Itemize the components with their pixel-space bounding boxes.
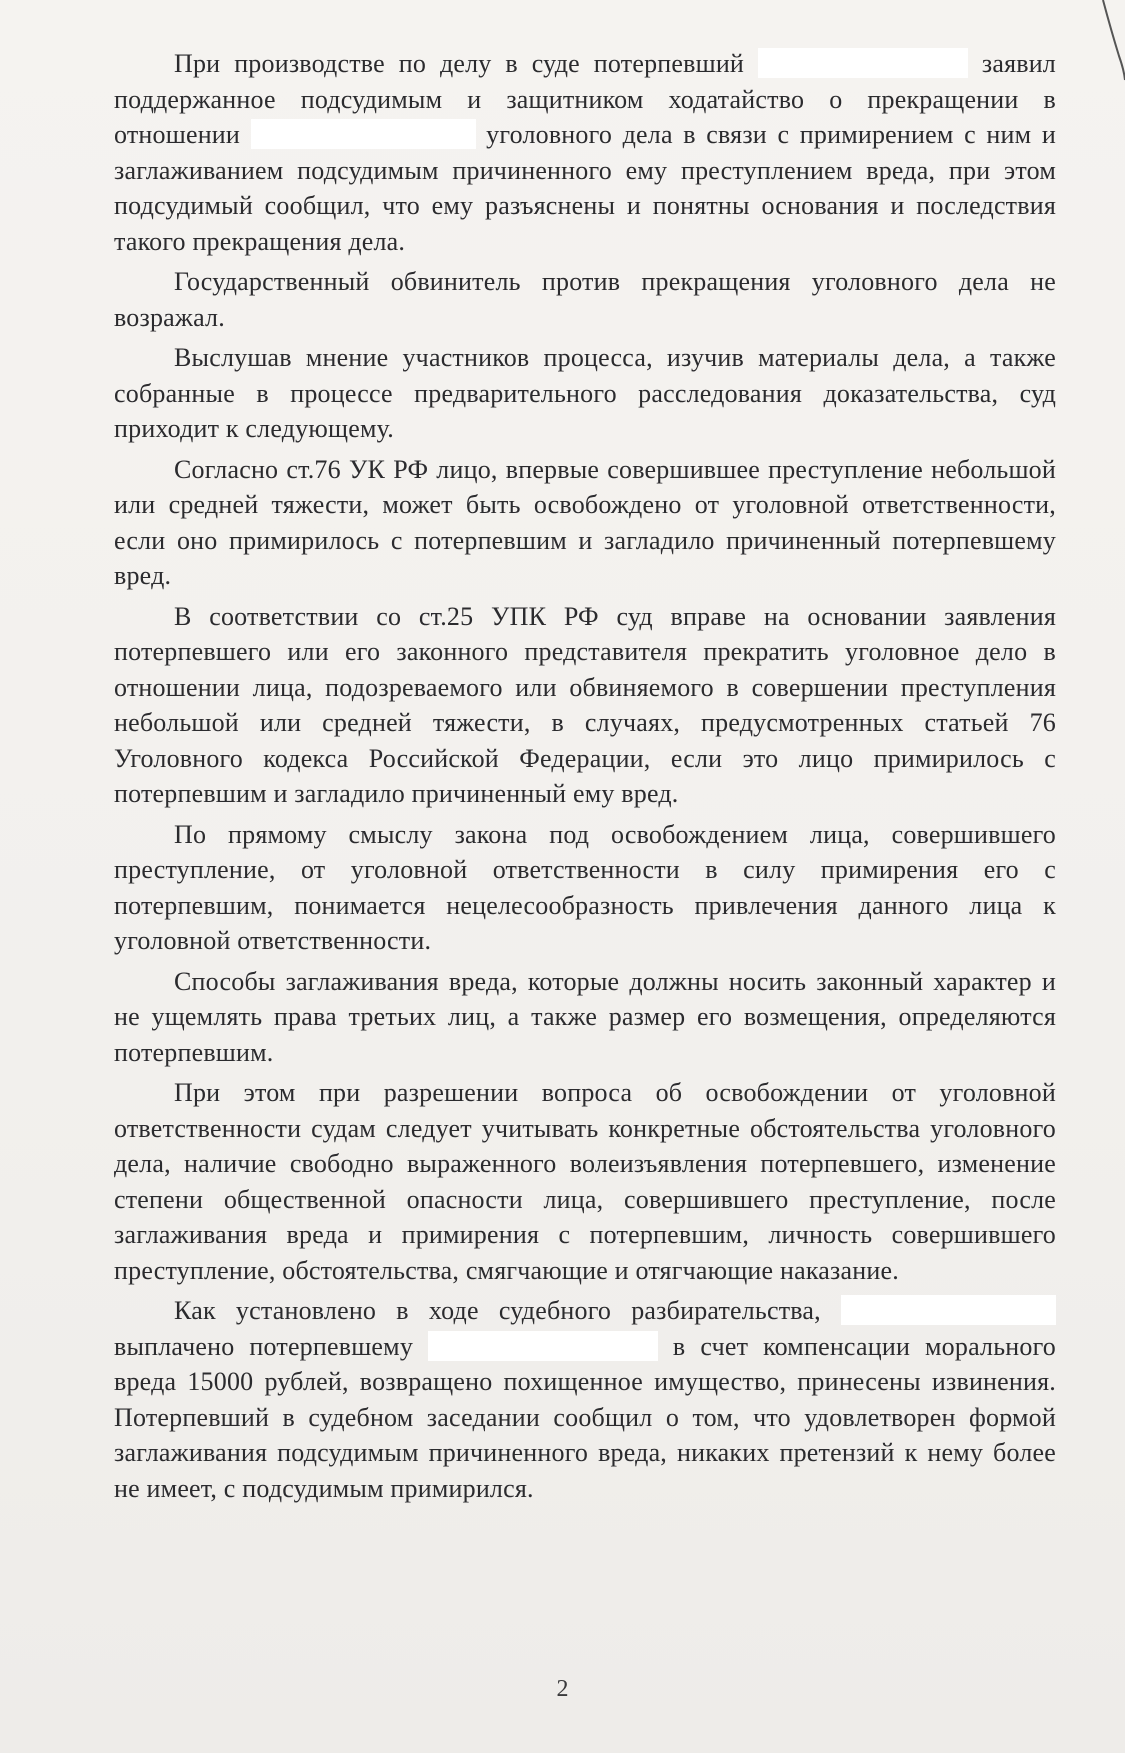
redacted-name xyxy=(841,1295,1056,1325)
paragraph-text: выплачено потерпевшему xyxy=(114,1331,428,1361)
paragraph-motion xyxy=(114,46,1056,259)
paragraph-circumstances: При этом при разрешении вопроса об освобождении от уголовной ответственности судам следует учитывать конкретные обстоятельства уголовного дела, наличие свободно выраженного волеизъявления потерпевшего, изменение степени общественной опасности лица, совершившего преступление, после заглаживания вреда и примирения с потерпевшим, личность совершившего преступление, обстоятельства, смягчающие и отягчающие наказание. xyxy=(114,1078,1056,1285)
document-body xyxy=(114,46,1056,1506)
paragraph-compensation-methods: Способы заглаживания вреда, которые должны носить законный характер и не ущемлять права третьих лиц, а также размер его возмещения, определяются потерпевшим. xyxy=(114,966,1056,1067)
redacted-name xyxy=(428,1331,658,1361)
paragraph-article-25: В соответствии со ст.25 УПК РФ суд вправе на основании заявления потерпевшего или его законного представителя прекратить уголовное дело в отношении лица, подозреваемого или обвиняемого в совершении преступления небольшой или средней тяжести, в случаях, предусмотренных статьей 76 Уголовного кодекса Российской Федерации, если это лицо примирилось с потерпевшим и загладило причиненный ему вред. xyxy=(114,601,1056,808)
page-number: 2 xyxy=(556,1676,569,1702)
page-fold-line xyxy=(1045,0,1125,160)
paragraph-text: уголовного дела в связи с примирением с ним и заглаживанием подсудимым причиненного ему преступлением вреда, при этом подсудимый сообщил, что ему разъяснены и понятны основания и последствия такого прекращения дела. xyxy=(114,120,1056,256)
redacted-name xyxy=(758,48,968,78)
paragraph-text: При производстве по делу в суде потерпевший xyxy=(174,49,758,78)
paragraph-established-facts xyxy=(114,1293,1056,1506)
paragraph-law-meaning: По прямому смыслу закона под освобождением лица, совершившего преступление, от уголовной ответственности в силу примирения его с потерпевшим, понимается нецелесообразность привлечения данного лица к уголовной ответственности. xyxy=(114,819,1056,955)
redacted-name xyxy=(251,119,476,149)
paragraph-court-findings: Выслушав мнение участников процесса, изучив материалы дела, а также собранные в процессе предварительного расследования доказательства, суд приходит к следующему. xyxy=(114,343,1056,443)
paragraph-text: заявил поддержанное подсудимым и защитником ходатайство о прекращении в отношении xyxy=(114,49,1056,149)
paragraph-text: в счет компенсации морального вреда 15000 рублей, возвращено похищенное имущество, принесены извинения. Потерпевший в судебном заседании сообщил о том, что удовлетворен формой заглаживания подсудимым причиненного вреда, никаких претензий к нему более не имеет, с подсудимым примирился. xyxy=(114,1331,1056,1503)
paragraph-text: Как установлено в ходе судебного разбирательства, xyxy=(174,1296,841,1325)
paragraph-article-76: Согласно ст.76 УК РФ лицо, впервые совершившее преступление небольшой или средней тяжести, может быть освобождено от уголовной ответственности, если оно примирилось с потерпевшим и загладило причиненный потерпевшему вред. xyxy=(114,454,1056,590)
paragraph-prosecutor: Государственный обвинитель против прекращения уголовного дела не возражал. xyxy=(114,267,1056,332)
